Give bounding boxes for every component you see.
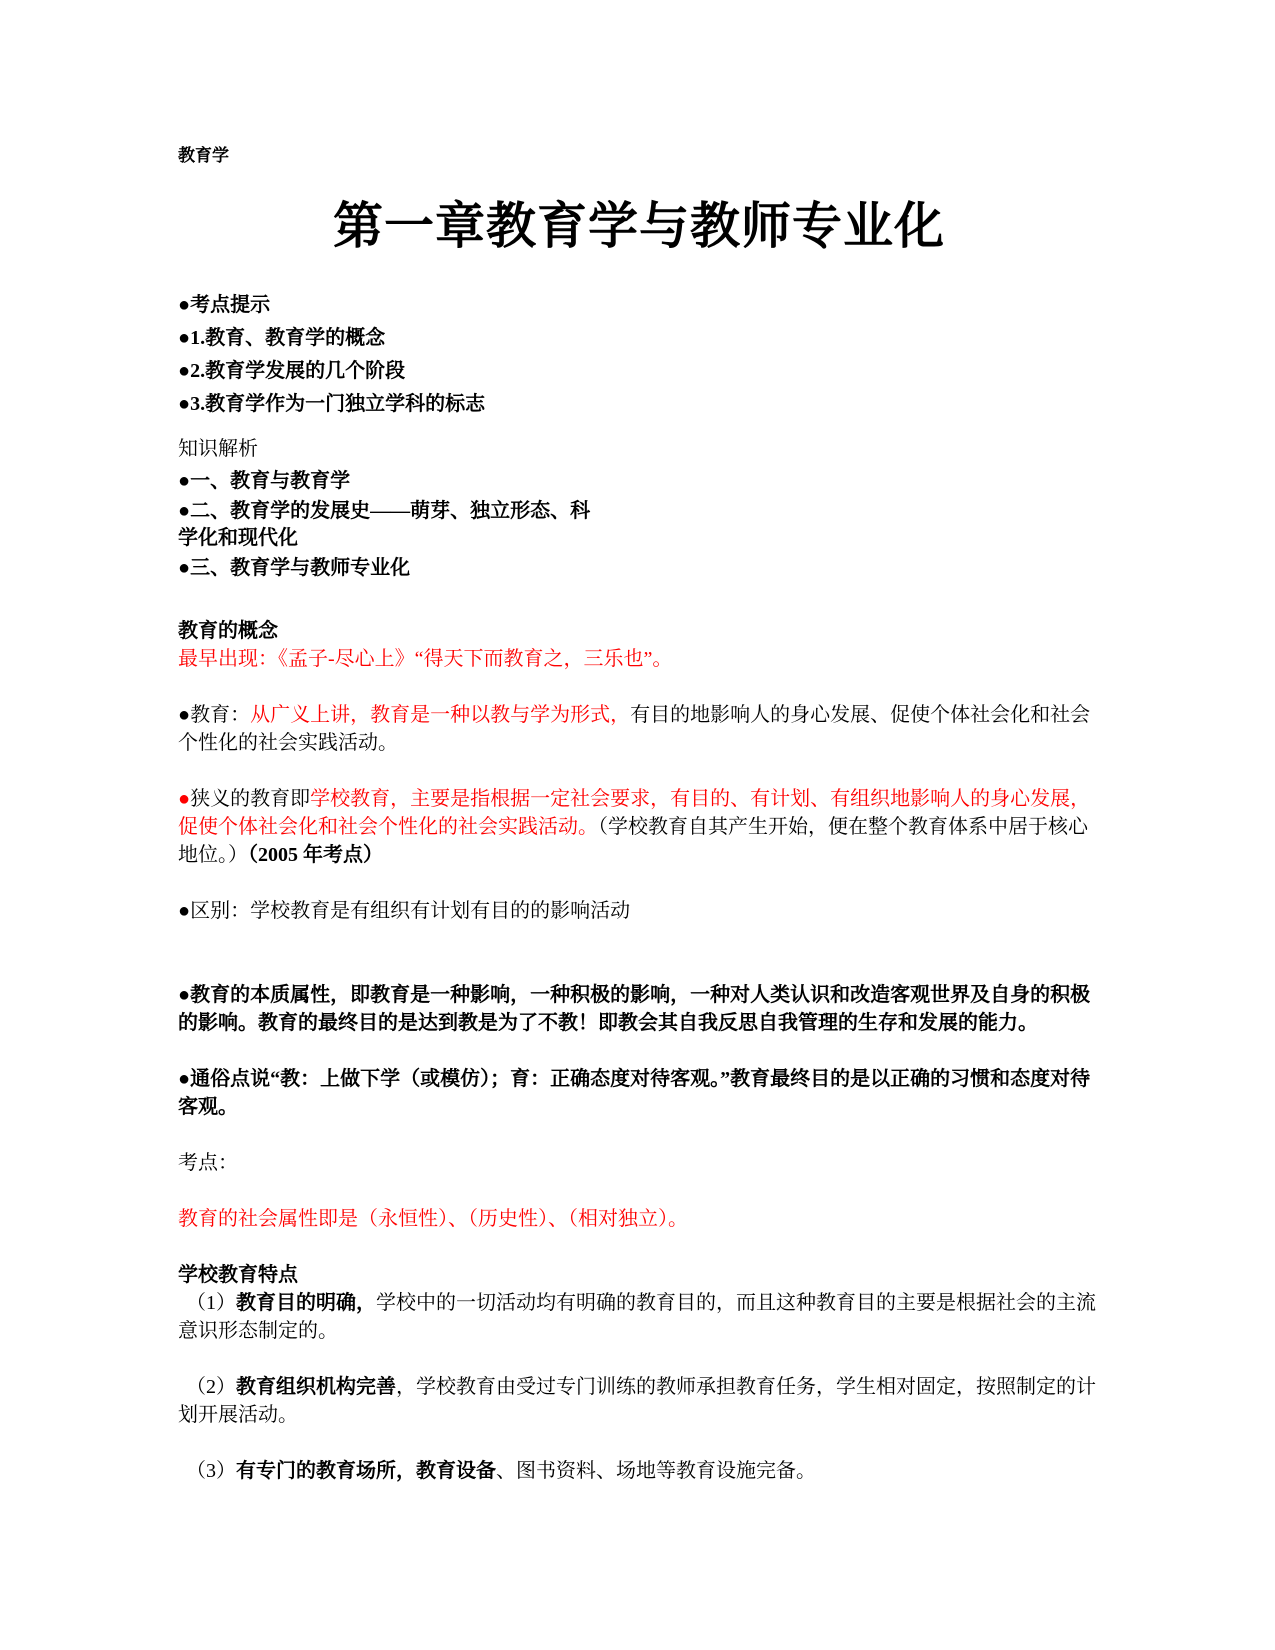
essence-paragraph: ●教育的本质属性，即教育是一种影响，一种积极的影响，一种对人类认识和改造客观世界及自身的积极的影响。教育的最终目的是达到教是为了不教！即教会其自我反思自我管理的生存和发展的能力。 — [178, 984, 1091, 1034]
feature-2-num: （2） — [186, 1376, 236, 1398]
narrow-note: （学校教育自其产生开始，便在整个教育体系中居于核心地位。） — [178, 816, 1088, 866]
popular-paragraph: ●通俗点说“教：上做下学（或模仿）；育：正确态度对待客观。”教育最终目的是以正确的习惯和态度对待客观。 — [178, 1068, 1091, 1118]
outline-item: ●考点提示 — [178, 294, 271, 316]
outline-item: ●2.教育学发展的几个阶段 — [178, 360, 406, 382]
narrow-red-part: 学校教育，主要是指根据一定社会要求，有目的、有计划、有组织地影响人的身心发展，促使个体社会化和社会个性化的社会实践活动。 — [178, 788, 1091, 838]
feature-2-bold: 教育组织机构完善 — [236, 1376, 396, 1398]
analysis-item-line2: 学化和现代化 — [178, 527, 298, 549]
exam-year-note: （2005 年考点） — [248, 844, 383, 866]
narrow-bullet: ● — [178, 788, 191, 810]
exam-points-outline — [178, 289, 1100, 421]
feature-3-rest: 、图书资料、场地等教育设施完备。 — [496, 1460, 816, 1482]
feature-3 — [178, 1457, 1100, 1485]
feature-2 — [178, 1373, 1100, 1429]
analysis-outline — [178, 465, 1100, 585]
feature-3-bold: 有专门的教育场所，教育设备 — [236, 1460, 496, 1482]
broad-lead: ●教育： — [178, 704, 251, 726]
concept-heading: 教育的概念 — [178, 620, 278, 642]
feature-1-num: （1） — [186, 1292, 236, 1314]
feature-1-rest: 学校中的一切活动均有明确的教育目的，而且这种教育目的主要是根据社会的主流意识形态制定的。 — [178, 1292, 1096, 1342]
analysis-item: ●三、教育学与教师专业化 — [178, 557, 411, 579]
knowledge-analysis-heading: 知识解析 — [178, 438, 258, 460]
chapter-title: 第一章教育学与教师专业化 — [333, 198, 945, 254]
concept-origin: 最早出现：《孟子-尽心上》“得天下而教育之，三乐也”。 — [178, 648, 673, 670]
doc-label: 教育学 — [178, 146, 229, 165]
feature-1-bold: 教育目的明确， — [236, 1292, 376, 1314]
analysis-item-line1: ●二、教育学的发展史——萌芽、独立形态、科 — [178, 500, 591, 522]
exam-point-label: 考点： — [178, 1152, 238, 1174]
broad-rest: 有目的地影响人的身心发展、促使个体社会化和社会个性化的社会实践活动。 — [178, 704, 1091, 754]
difference-paragraph: ●区别：学校教育是有组织有计划有目的的影响活动 — [178, 900, 631, 922]
narrow-definition-paragraph — [178, 785, 1100, 869]
school-features-heading: 学校教育特点 — [178, 1264, 298, 1286]
broad-red-part: 从广义上讲，教育是一种以教与学为形式， — [250, 704, 631, 726]
analysis-item — [178, 498, 1100, 552]
narrow-lead: 狭义的教育即 — [190, 788, 311, 810]
broad-definition-paragraph — [178, 701, 1100, 757]
feature-3-num: （3） — [186, 1460, 236, 1482]
feature-1 — [178, 1289, 1100, 1345]
analysis-item: ●一、教育与教育学 — [178, 470, 351, 492]
outline-item: ●1.教育、教育学的概念 — [178, 327, 386, 349]
outline-item: ●3.教育学作为一门独立学科的标志 — [178, 393, 486, 415]
feature-2-rest: ，学校教育由受过专门训练的教师承担教育任务，学生相对固定，按照制定的计划开展活动。 — [178, 1376, 1096, 1426]
social-attributes-line: 教育的社会属性即是（永恒性）、（历史性）、（相对独立）。 — [178, 1208, 688, 1230]
